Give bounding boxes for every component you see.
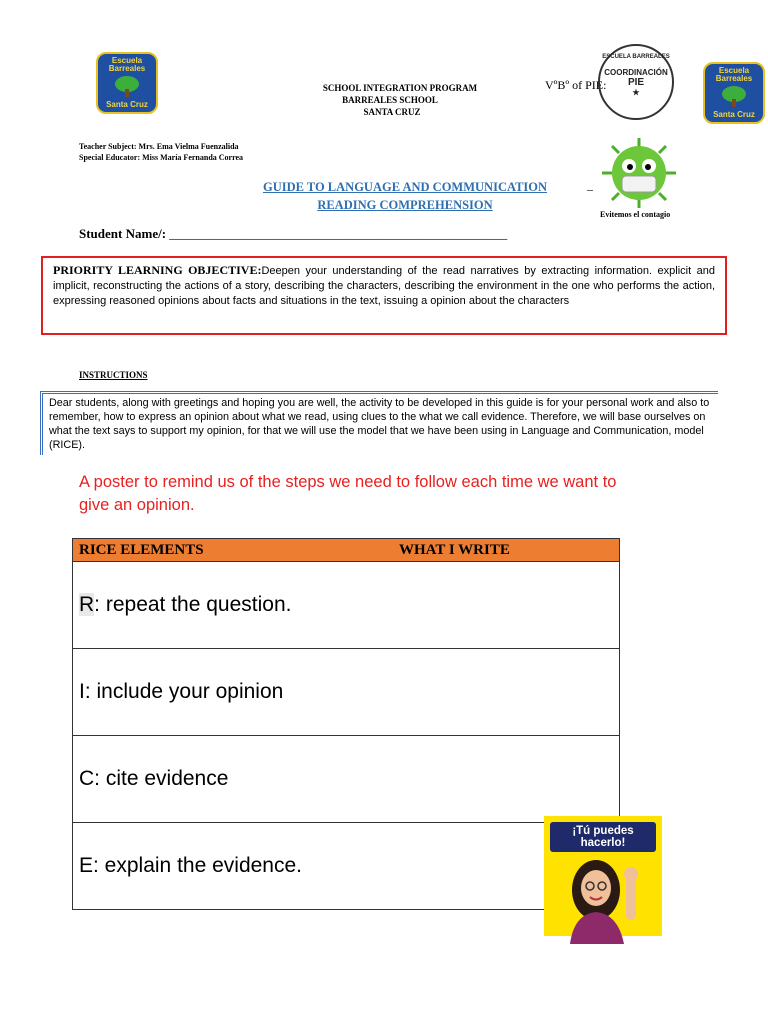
guide-title-line1: GUIDE TO LANGUAGE AND COMMUNICATION [262, 180, 548, 194]
logo-text-1: Escuela [718, 66, 750, 75]
coordination-stamp [598, 44, 674, 120]
stamp-top-text: ESCUELA BARREALES [602, 54, 670, 60]
title-dash: _ [587, 178, 593, 192]
encouragement-badge [544, 816, 662, 936]
logo-text-1: Escuela [111, 56, 143, 65]
poster-text: A poster to remind us of the steps we need to follow each time we want to give an opinion. [79, 473, 617, 514]
table-header [73, 539, 620, 562]
rice-step: : explain the evidence. [93, 854, 302, 877]
program-name: SCHOOL INTEGRATION PROGRAM [322, 83, 478, 93]
tree-icon [112, 75, 142, 99]
badge-text: ¡Tú puedes hacerlo! [550, 822, 656, 852]
table-row [73, 736, 620, 823]
logo-text-2: Barreales [715, 74, 753, 83]
student-name-label: Student Name/: [79, 226, 167, 241]
guide-title [230, 178, 580, 214]
table-row [73, 823, 620, 910]
instructions-label: INSTRUCTIONS [79, 370, 148, 380]
col-what-i-write: WHAT I WRITE [399, 541, 510, 558]
rice-table [72, 538, 620, 910]
virus-caption: Evitemos el contagio [600, 210, 671, 219]
rice-row-i[interactable] [73, 649, 620, 736]
teacher-name: Teacher Subject: Mrs. Ema Vielma Fuenzalida [79, 142, 239, 151]
school-logo-left [96, 52, 158, 114]
avatar-girl-icon [544, 852, 662, 944]
star-icon: ★ [632, 88, 640, 97]
rice-row-r[interactable] [73, 562, 620, 649]
tree-icon [719, 85, 749, 109]
rice-step: : repeat the question. [94, 593, 292, 616]
city-name: SANTA CRUZ [363, 107, 421, 117]
school-name: BARREALES SCHOOL [342, 95, 438, 105]
logo-text-3: Santa Cruz [713, 110, 755, 119]
school-logo-right [703, 62, 765, 124]
objective-label: PRIORITY LEARNING OBJECTIVE: [53, 263, 262, 277]
rice-letter: E [79, 854, 94, 877]
rice-step: : include your opinion [84, 680, 284, 703]
school-header [300, 82, 500, 118]
col-rice-elements: RICE ELEMENTS [79, 541, 204, 558]
stamp-bottom-text: PIE [627, 77, 645, 88]
instructions-text: Dear students, along with greetings and hoping you are well, the activity to be developed in this guide is for your personal work and also to remember, how to express an opinion about what we read, using clues to the what we call evidence. Therefore, we will base ourselves on what the text says to support my opinion, for that we will use the model that we have been using in Language and Communication, model (RICE). [49, 397, 710, 451]
staff-info [79, 141, 243, 163]
educator-name: Special Educator: Miss María Fernanda Correa [79, 153, 244, 162]
rice-row-c[interactable] [73, 736, 620, 823]
objective-text: Deepen your understanding of the read narratives by extracting information. explicit and implicit, reconstructing the actions of a story, describing the characters, describing the environment in the one who performs the action, expressing reasoned opinions about facts and situations in the text, issuing a opinion about the characters [53, 265, 715, 307]
priority-objective-box [41, 256, 727, 335]
rice-row-e[interactable] [73, 823, 620, 910]
stamp-middle-text: COORDINACIÓN [604, 68, 668, 77]
guide-title-line2: READING COMPREHENSION [317, 198, 493, 212]
instructions-box [40, 391, 718, 455]
logo-text-2: Barreales [108, 64, 146, 73]
table-row [73, 649, 620, 736]
virus-mascot-icon [598, 136, 680, 210]
student-name-line: ____________________________________________________ [169, 226, 508, 241]
rice-letter: C [79, 767, 95, 790]
rice-step: : cite evidence [94, 767, 229, 790]
rice-letter: I [79, 680, 85, 703]
vb-pie-label: VºBº of PIE: [545, 78, 607, 92]
rice-letter: R [79, 593, 95, 616]
table-header-row [73, 539, 620, 562]
logo-text-3: Santa Cruz [106, 100, 148, 109]
student-name-field[interactable] [79, 226, 507, 242]
table-row [73, 562, 620, 649]
